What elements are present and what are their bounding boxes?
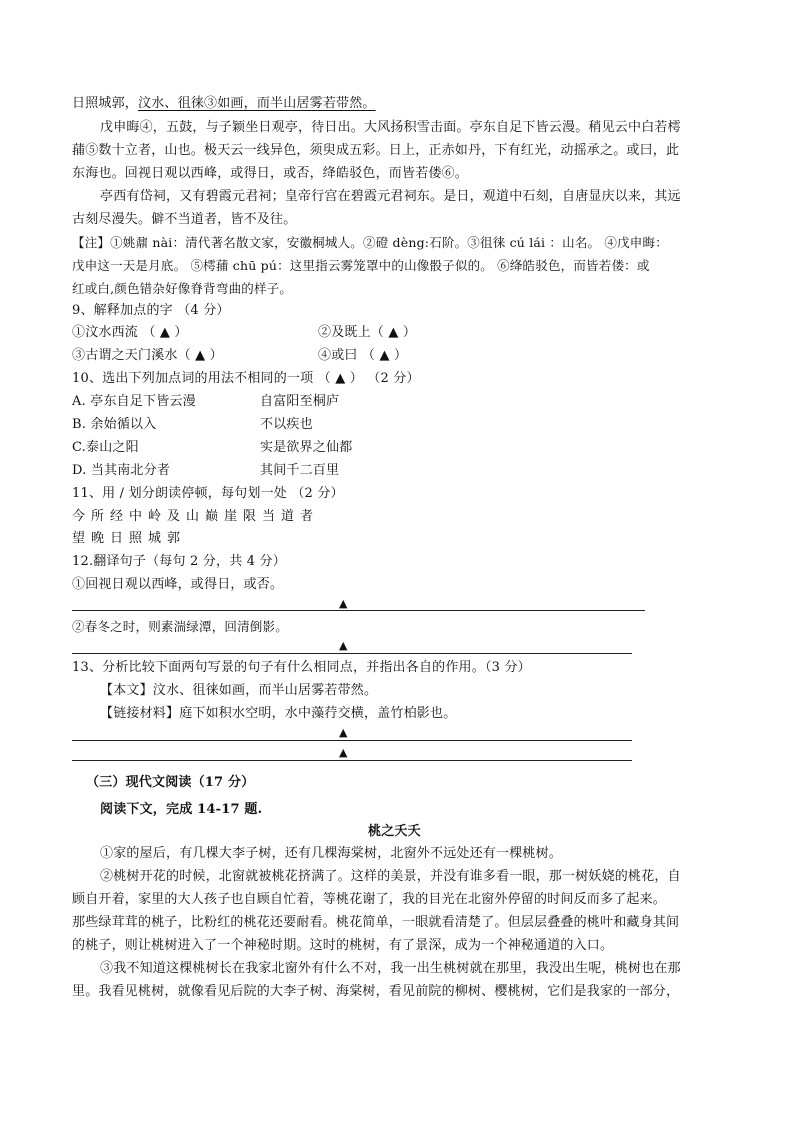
q9-title: 9、解释加点的字 （4 分） bbox=[72, 303, 230, 318]
q13-ben: 【本文】汶水、徂徕如画，而半山居雾若带然。 bbox=[100, 683, 378, 698]
q13-answer-mark-2: ▲ bbox=[339, 746, 348, 759]
q13-link-material: 【链接材料】庭下如积水空明，水中藻荇交横，盖竹柏影也。 bbox=[100, 706, 457, 721]
q13-answer-line-1[interactable] bbox=[72, 740, 632, 741]
section-3-instruction: 阅读下文，完成 14-17 题. bbox=[100, 802, 263, 817]
q9-item-d: ④或曰 （ ▲ ） bbox=[318, 348, 408, 363]
text-line-2: 戊申晦④，五鼓，与子颖坐日观亭，待日出。大风扬积雪击面。亭东自足下皆云漫。稍见云中白若樗 bbox=[100, 120, 681, 135]
q9-item-b: ②及既上（ ▲ ） bbox=[318, 325, 417, 340]
q13-answer-line-2[interactable] bbox=[72, 760, 632, 761]
q10-option-d-left: D. 当其南北分者 bbox=[72, 463, 171, 478]
q10-option-b-right: 不以疾也 bbox=[260, 417, 313, 432]
q10-option-c-left: C.泰山之阳 bbox=[72, 440, 139, 455]
text-line-4: 东海也。回视日观以西峰，或得日，或否，绛皓驳色，而皆若偻⑥。 bbox=[72, 166, 469, 181]
q10-option-a-right: 自富阳至桐庐 bbox=[260, 394, 340, 409]
text-line-1-start: 日照城郭， bbox=[72, 96, 139, 111]
section-3-heading: （三）现代文阅读（17 分） bbox=[86, 775, 255, 790]
note-line-2: 戊申这一天是月底。 ⑤樗蒱 chū pú：这里指云雾笼罩中的山像骰子似的。 ⑥绛皓驳色，而皆若偻：或 bbox=[72, 258, 650, 273]
q12-answer-line-2[interactable] bbox=[72, 653, 632, 654]
q12-answer-mark-2: ▲ bbox=[339, 639, 348, 652]
q10-option-c-right: 实是欲界之仙都 bbox=[260, 440, 353, 455]
paragraph-3-line-2: 里。我看见桃树，就像看见后院的大李子树、海棠树，看见前院的柳树、樱桃树，它们是我家的一部分， bbox=[72, 984, 680, 999]
q12-answer-line-1[interactable] bbox=[72, 610, 645, 611]
q13-title: 13、分析比较下面两句写景的句子有什么相同点，并指出各自的作用。（3 分） bbox=[72, 660, 531, 675]
text-line-3: 蒱⑤数十立者，山也。极天云一线异色，须臾成五彩。日上，正赤如丹，下有红光，动摇承之。或曰，此 bbox=[72, 143, 680, 158]
q10-option-a-left: A. 亭东自足下皆云漫 bbox=[72, 394, 196, 409]
q10-option-b-left: B. 余始循以入 bbox=[72, 417, 157, 432]
q12-sentence-1: ①回视日观以西峰，或得日，或否。 bbox=[72, 577, 284, 592]
paragraph-2-line-2: 顾自开着，家里的大人孩子也自顾自忙着，等桃花谢了，我的目光在北窗外停留的时间反而多了起来。 bbox=[72, 892, 667, 907]
q12-title: 12.翻译句子（每句 2 分，共 4 分） bbox=[72, 554, 286, 569]
underlined-sentence: 汶水、徂徕③如画，而半山居雾若带然。 bbox=[138, 96, 376, 111]
paragraph-3-line-1: ③我不知道这棵桃树长在我家北窗外有什么不对，我一出生桃树就在那里，我没出生呢，桃树也在那 bbox=[100, 961, 681, 976]
q11-title: 11、用 / 划分朗读停顿，每句划一处 （2 分） bbox=[72, 486, 344, 501]
q9-item-c: ③古谓之天门溪水（ ▲ ） bbox=[72, 348, 223, 363]
q13-answer-mark-1: ▲ bbox=[339, 726, 348, 739]
article-title: 桃之夭夭 bbox=[368, 824, 421, 839]
q12-sentence-2: ②春冬之时，则素湍绿潭，回清倒影。 bbox=[72, 619, 288, 634]
q12-answer-mark-1: ▲ bbox=[339, 597, 348, 610]
paragraph-2-line-3: 那些绿茸茸的桃子，比粉红的桃花还要耐看。桃花简单，一眼就看清楚了。但层层叠叠的桃叶和藏身其间 bbox=[72, 915, 680, 930]
note-line-1: 【注】①姚鼐 nài：清代著名散文家，安徽桐城人。②磴 dèng:石阶。③徂徕 cú lái ：山名。 ④戊申晦： bbox=[72, 235, 668, 250]
text-line-1 bbox=[72, 93, 376, 115]
paragraph-1: ①家的屋后，有几棵大李子树，还有几棵海棠树，北窗外不远处还有一棵桃树。 bbox=[100, 846, 563, 861]
note-line-3: 红或白,颜色错杂好像脊背弯曲的样子。 bbox=[72, 281, 293, 296]
text-line-5: 亭西有岱祠，又有碧霞元君祠；皇帝行宫在碧霞元君祠东。是日，观道中石刻，自唐显庆以来，其远 bbox=[100, 189, 681, 204]
paragraph-2-line-4: 的桃子，则让桃树进入了一个神秘时期。这时的桃树，有了景深，成为一个神秘通道的入口。 bbox=[72, 938, 614, 953]
q11-sentence-2: 望晚日照城郭 bbox=[72, 531, 187, 546]
text-line-6: 古刻尽漫失。僻不当道者，皆不及往。 bbox=[72, 212, 297, 227]
q10-title: 10、选出下列加点词的用法不相同的一项 （ ▲ ） （2 分） bbox=[72, 371, 420, 386]
q10-option-d-right: 其间千二百里 bbox=[260, 463, 340, 478]
q9-item-a: ①汶水西流 （ ▲ ） bbox=[72, 325, 188, 340]
q11-sentence-1: 今所经中岭及山巅崖限当道者 bbox=[72, 509, 320, 524]
paragraph-2-line-1: ②桃树开花的时候，北窗就被桃花挤满了。这样的美景，并没有谁多看一眼，那一树妖娆的桃花，自 bbox=[100, 869, 681, 884]
